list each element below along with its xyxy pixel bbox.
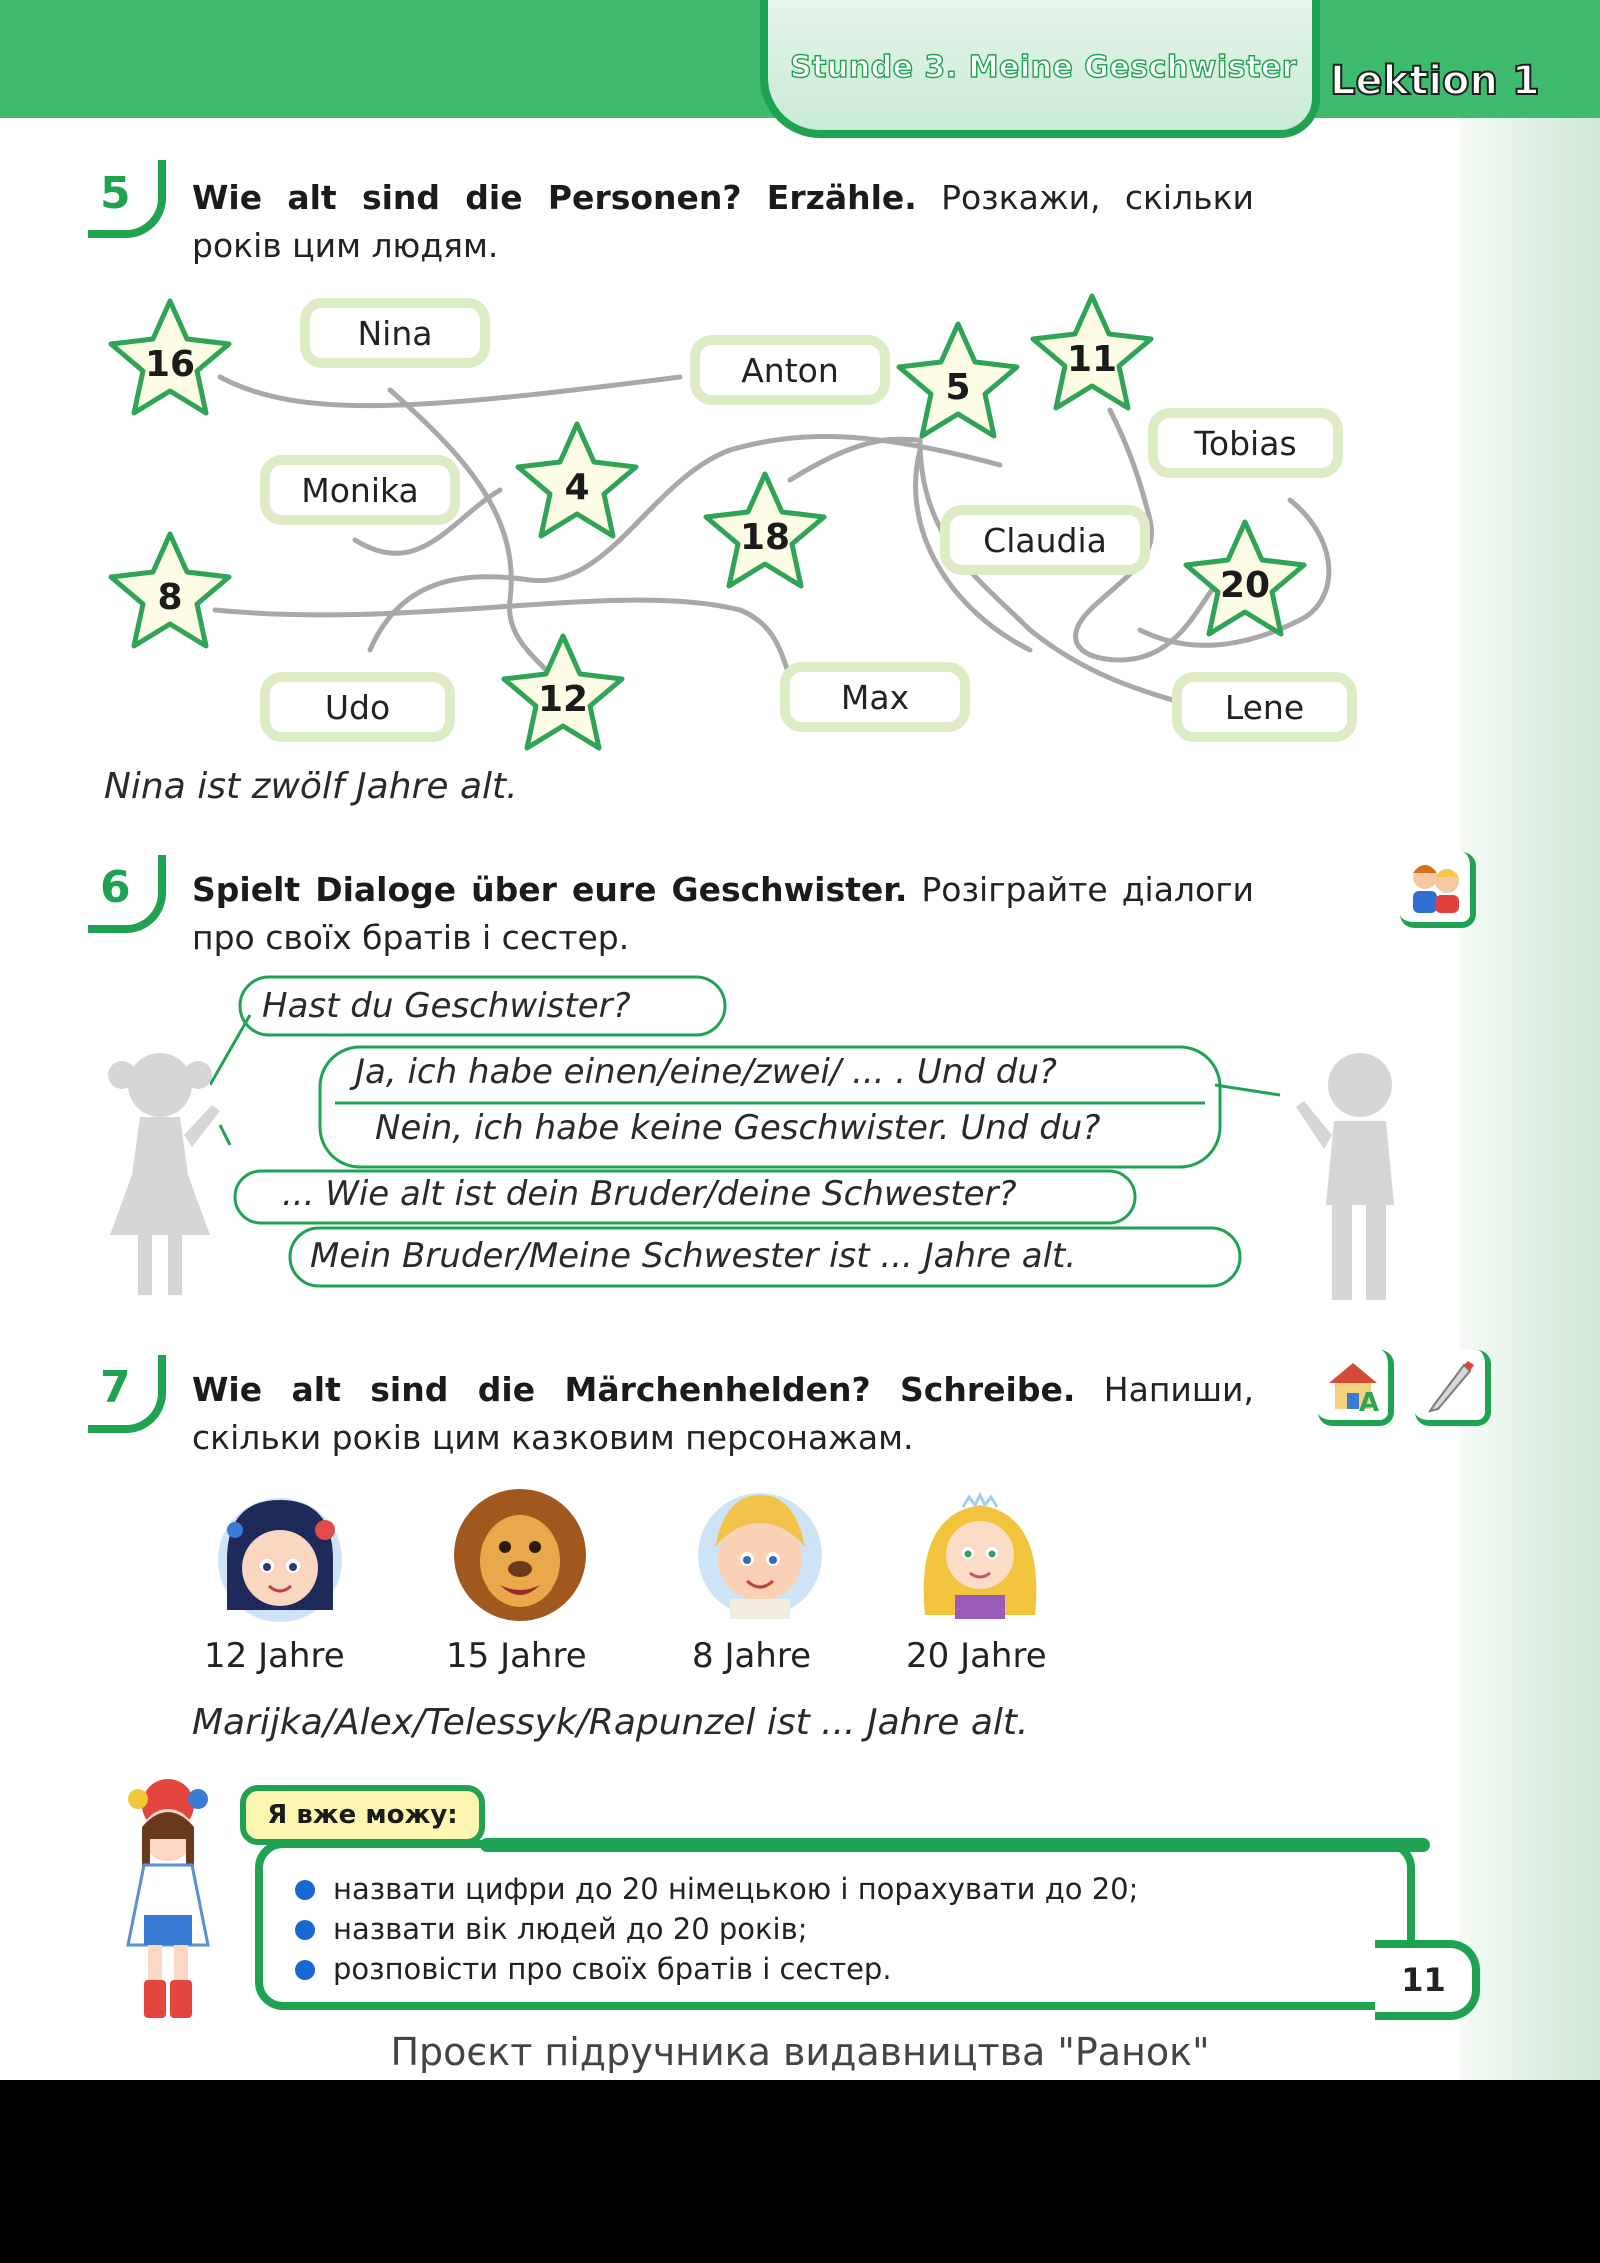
name-box-anton: Anton [690,335,890,405]
rapunzel-avatar [905,1485,1055,1625]
task-7-title-uk: Напиши, скільки років цим казковим персонажам. [192,1370,1254,1457]
svg-text:11: 11 [1066,339,1118,380]
task-6-title-uk: Розіграйте діалоги про своїх братів і сестер. [192,870,1254,957]
age-star-12 [498,632,628,757]
character-age-2: 15 Jahre [446,1636,587,1676]
age-star-4 [512,420,642,545]
name-box-nina: Nina [300,298,490,368]
can-do-item: назвати вік людей до 20 років; [295,1912,807,1946]
bullet-icon [295,1920,315,1940]
task-6-instruction [192,866,1254,962]
page-number: 11 [1375,1940,1480,2020]
svg-text:8: 8 [157,577,183,618]
age-star-8 [105,530,235,655]
task-5-title-de: Wie alt sind die Personen? Erzähle. [192,178,917,217]
can-do-bar [480,1838,1430,1852]
task-6-number: 6 [100,862,131,913]
task-5-example: Nina ist zwölf Jahre alt. [104,766,518,807]
character-age-3: 8 Jahre [692,1636,811,1676]
task-7-instruction [192,1366,1254,1462]
task-5-title-uk: Розкажи, скільки років цим людям. [192,178,1254,265]
dialogue-line-1: Hast du Geschwister? [262,986,631,1026]
task-7-number: 7 [100,1362,131,1413]
task-7-sentence: Marijka/Alex/Telessyk/Rapunzel ist ... Jahre alt. [192,1702,1029,1743]
can-do-item: назвати цифри до 20 німецькою і порахувати до 20; [295,1872,1138,1906]
homework-icon [1318,1350,1394,1426]
task-6-title-de: Spielt Dialoge über eure Geschwister. [192,870,908,909]
dialogue-line-3: Nein, ich habe keine Geschwister. Und du? [375,1108,1101,1148]
alex-lion-avatar [445,1485,595,1625]
task-5-instruction [192,174,1254,270]
svg-text:12: 12 [537,679,589,720]
bullet-icon [295,1960,315,1980]
boy-silhouette [1290,1045,1420,1310]
svg-text:18: 18 [739,517,791,558]
footer-note: Проєкт підручника видавництва "Ранок" [390,2030,1210,2074]
svg-text:5: 5 [945,367,971,408]
can-do-item: розповісти про своїх братів і сестер. [295,1952,892,1986]
girl-mascot [108,1775,228,2025]
lesson-title: Stunde 3. Meine Geschwister [790,50,1298,85]
task-7-title-de: Wie alt sind die Märchenhelden? Schreibe. [192,1370,1076,1409]
dialogue-line-5: Mein Bruder/Meine Schwester ist ... Jahre alt. [310,1236,1077,1276]
right-margin-band [1460,110,1600,2080]
name-box-max: Max [780,662,970,732]
character-age-1: 12 Jahre [204,1636,345,1676]
name-box-udo: Udo [260,672,455,742]
age-star-18 [700,470,830,595]
svg-text:4: 4 [564,467,590,508]
svg-text:16: 16 [144,344,196,385]
bullet-icon [295,1880,315,1900]
svg-text:A: A [1359,1388,1380,1413]
name-box-claudia: Claudia [940,505,1150,575]
name-box-tobias: Tobias [1148,408,1343,478]
marijka-avatar [205,1490,355,1630]
telessyk-avatar [685,1485,835,1625]
character-age-4: 20 Jahre [906,1636,1047,1676]
name-box-lene: Lene [1172,672,1357,742]
pair-work-icon [1400,852,1476,928]
dialogue-line-4: ... Wie alt ist dein Bruder/deine Schwester? [282,1174,1017,1214]
can-do-label: Я вже можу: [240,1785,485,1845]
writing-icon [1415,1350,1491,1426]
age-star-20 [1180,518,1310,643]
name-box-monika: Monika [260,455,460,525]
svg-text:20: 20 [1219,565,1271,606]
task-5-number: 5 [100,168,131,219]
age-star-16 [105,297,235,422]
age-star-11 [1027,292,1157,417]
dialogue-line-2: Ja, ich habe einen/eine/zwei/ ... . Und du? [355,1052,1057,1092]
lektion-label: Lektion 1 [1330,58,1540,104]
age-star-5 [893,320,1023,445]
